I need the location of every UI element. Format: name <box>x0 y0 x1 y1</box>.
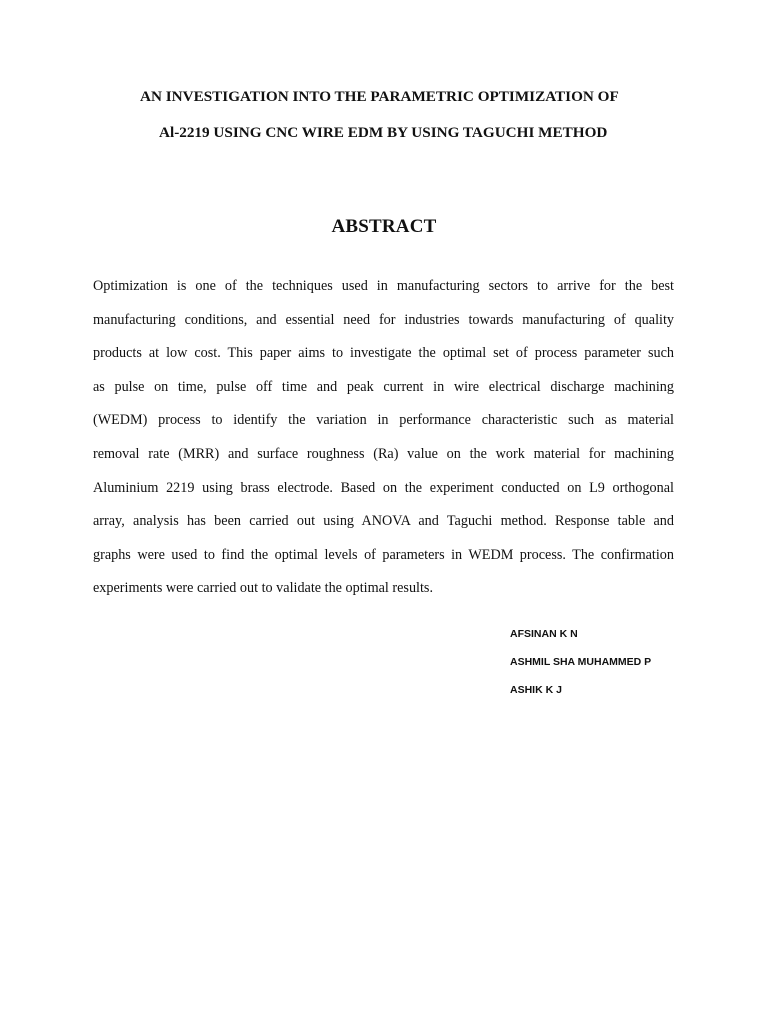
abstract-line: (WEDM) process to identify the variation in performance characteristic such as material <box>93 412 674 429</box>
abstract-line: graphs were used to find the optimal levels of parameters in WEDM process. The confirmation <box>93 546 674 563</box>
abstract-body <box>93 270 674 606</box>
author-name: ASHMIL SHA MUHAMMED P <box>510 656 652 668</box>
abstract-line: experiments were carried out to validate the optimal results. <box>93 580 433 597</box>
abstract-line: Optimization is one of the techniques used in manufacturing sectors to arrive for the best <box>93 278 674 294</box>
paper-title-line-1: AN INVESTIGATION INTO THE PARAMETRIC OPTIMIZATION OF <box>140 88 619 105</box>
abstract-line: array, analysis has been carried out using ANOVA and Taguchi method. Response table and <box>93 513 674 530</box>
abstract-line: Aluminium 2219 using brass electrode. Based on the experiment conducted on L9 orthogonal <box>93 479 674 496</box>
author-list <box>510 620 750 704</box>
abstract-line: removal rate (MRR) and surface roughness (Ra) value on the work material for machining <box>93 445 674 462</box>
paper-title-line-2: Al-2219 USING CNC WIRE EDM BY USING TAGUCHI METHOD <box>159 124 608 141</box>
author-name: AFSINAN K N <box>510 628 578 640</box>
abstract-heading: ABSTRACT <box>331 216 437 237</box>
abstract-line: manufacturing conditions, and essential need for industries towards manufacturing of quality <box>93 311 674 328</box>
author-name: ASHIK K J <box>510 684 562 696</box>
abstract-line: as pulse on time, pulse off time and peak current in wire electrical discharge machining <box>93 378 674 395</box>
abstract-line: products at low cost. This paper aims to investigate the optimal set of process parameter such <box>93 345 674 362</box>
